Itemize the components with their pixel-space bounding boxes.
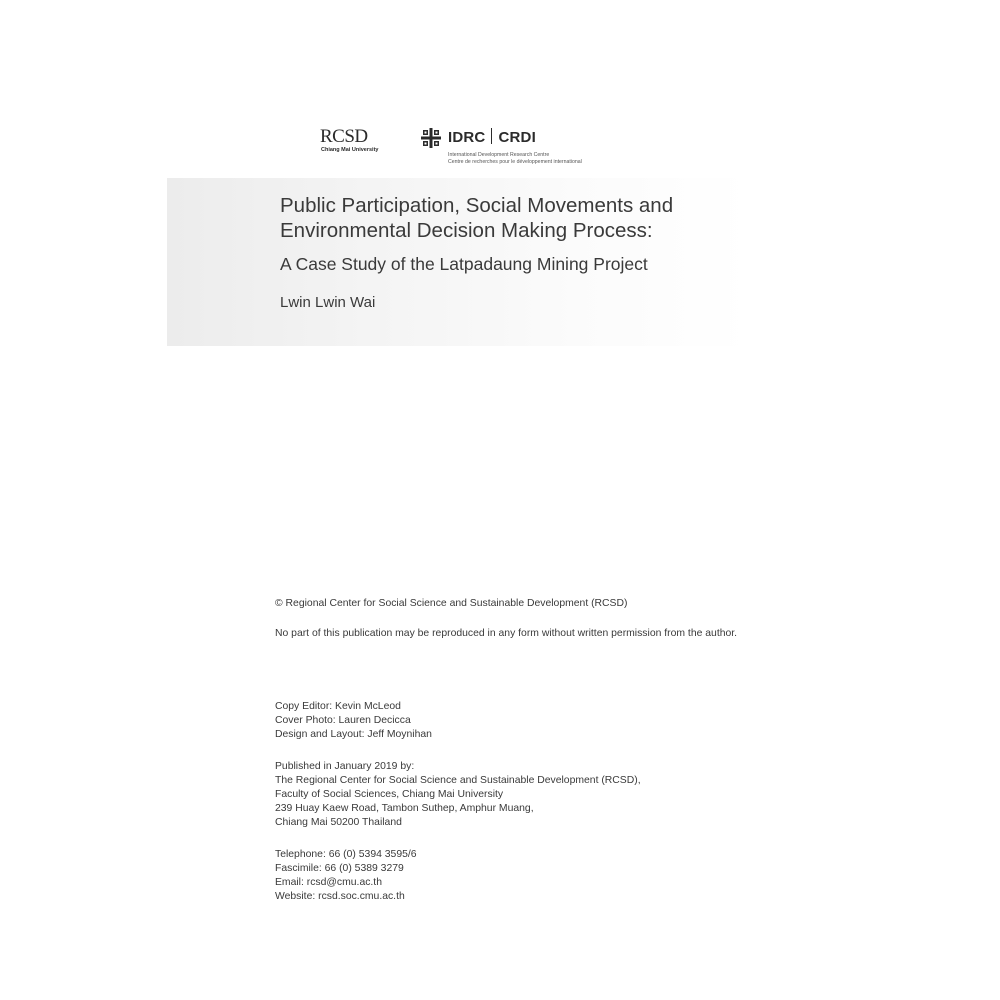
book-title — [280, 193, 740, 243]
idrc-logo — [421, 127, 611, 171]
publisher-line: Faculty of Social Sciences, Chiang Mai University — [275, 789, 504, 800]
idrc-wordmark — [448, 128, 536, 148]
copyright-text: © Regional Center for Social Science and Sustainable Development (RCSD) — [275, 598, 628, 609]
publisher-line: The Regional Center for Social Science and Sustainable Development (RCSD), — [275, 775, 641, 786]
publisher-block — [275, 760, 745, 830]
publisher-line: Published in January 2019 by: — [275, 761, 415, 772]
copyright-notice — [275, 597, 745, 611]
contact-website: Website: rcsd.soc.cmu.ac.th — [275, 891, 405, 902]
idrc-name-en: IDRC — [448, 129, 486, 146]
rcsd-logo-mark: RCSD — [320, 126, 368, 147]
contact-block — [275, 848, 745, 904]
rcsd-logo-subtitle: Chiang Mai University — [321, 147, 379, 153]
idrc-name-fr: CRDI — [498, 129, 536, 146]
idrc-divider — [491, 128, 492, 144]
contact-telephone: Telephone: 66 (0) 5394 3595/6 — [275, 849, 417, 860]
book-subtitle: A Case Study of the Latpadaung Mining Project — [280, 254, 648, 274]
rights-notice — [275, 627, 745, 641]
contact-email: Email: rcsd@cmu.ac.th — [275, 877, 382, 888]
idrc-tagline-en: International Development Research Centre — [448, 152, 550, 158]
rights-text: No part of this publication may be reproduced in any form without written permission from the author. — [275, 628, 738, 639]
idrc-tagline-fr: Centre de recherches pour le développement international — [448, 159, 582, 165]
publisher-line: 239 Huay Kaew Road, Tambon Suthep, Amphur Muang, — [275, 803, 534, 814]
contact-fax: Fascimile: 66 (0) 5389 3279 — [275, 863, 404, 874]
book-title-line: Environmental Decision Making Process: — [280, 219, 653, 242]
credit-line: Copy Editor: Kevin McLeod — [275, 701, 401, 712]
rcsd-logo — [320, 127, 380, 159]
credit-line: Cover Photo: Lauren Decicca — [275, 715, 411, 726]
idrc-emblem-icon — [421, 128, 441, 148]
publisher-line: Chiang Mai 50200 Thailand — [275, 817, 402, 828]
credits-block — [275, 700, 745, 742]
book-title-line: Public Participation, Social Movements and — [280, 194, 674, 217]
credit-line: Design and Layout: Jeff Moynihan — [275, 729, 432, 740]
author-name: Lwin Lwin Wai — [280, 294, 376, 311]
